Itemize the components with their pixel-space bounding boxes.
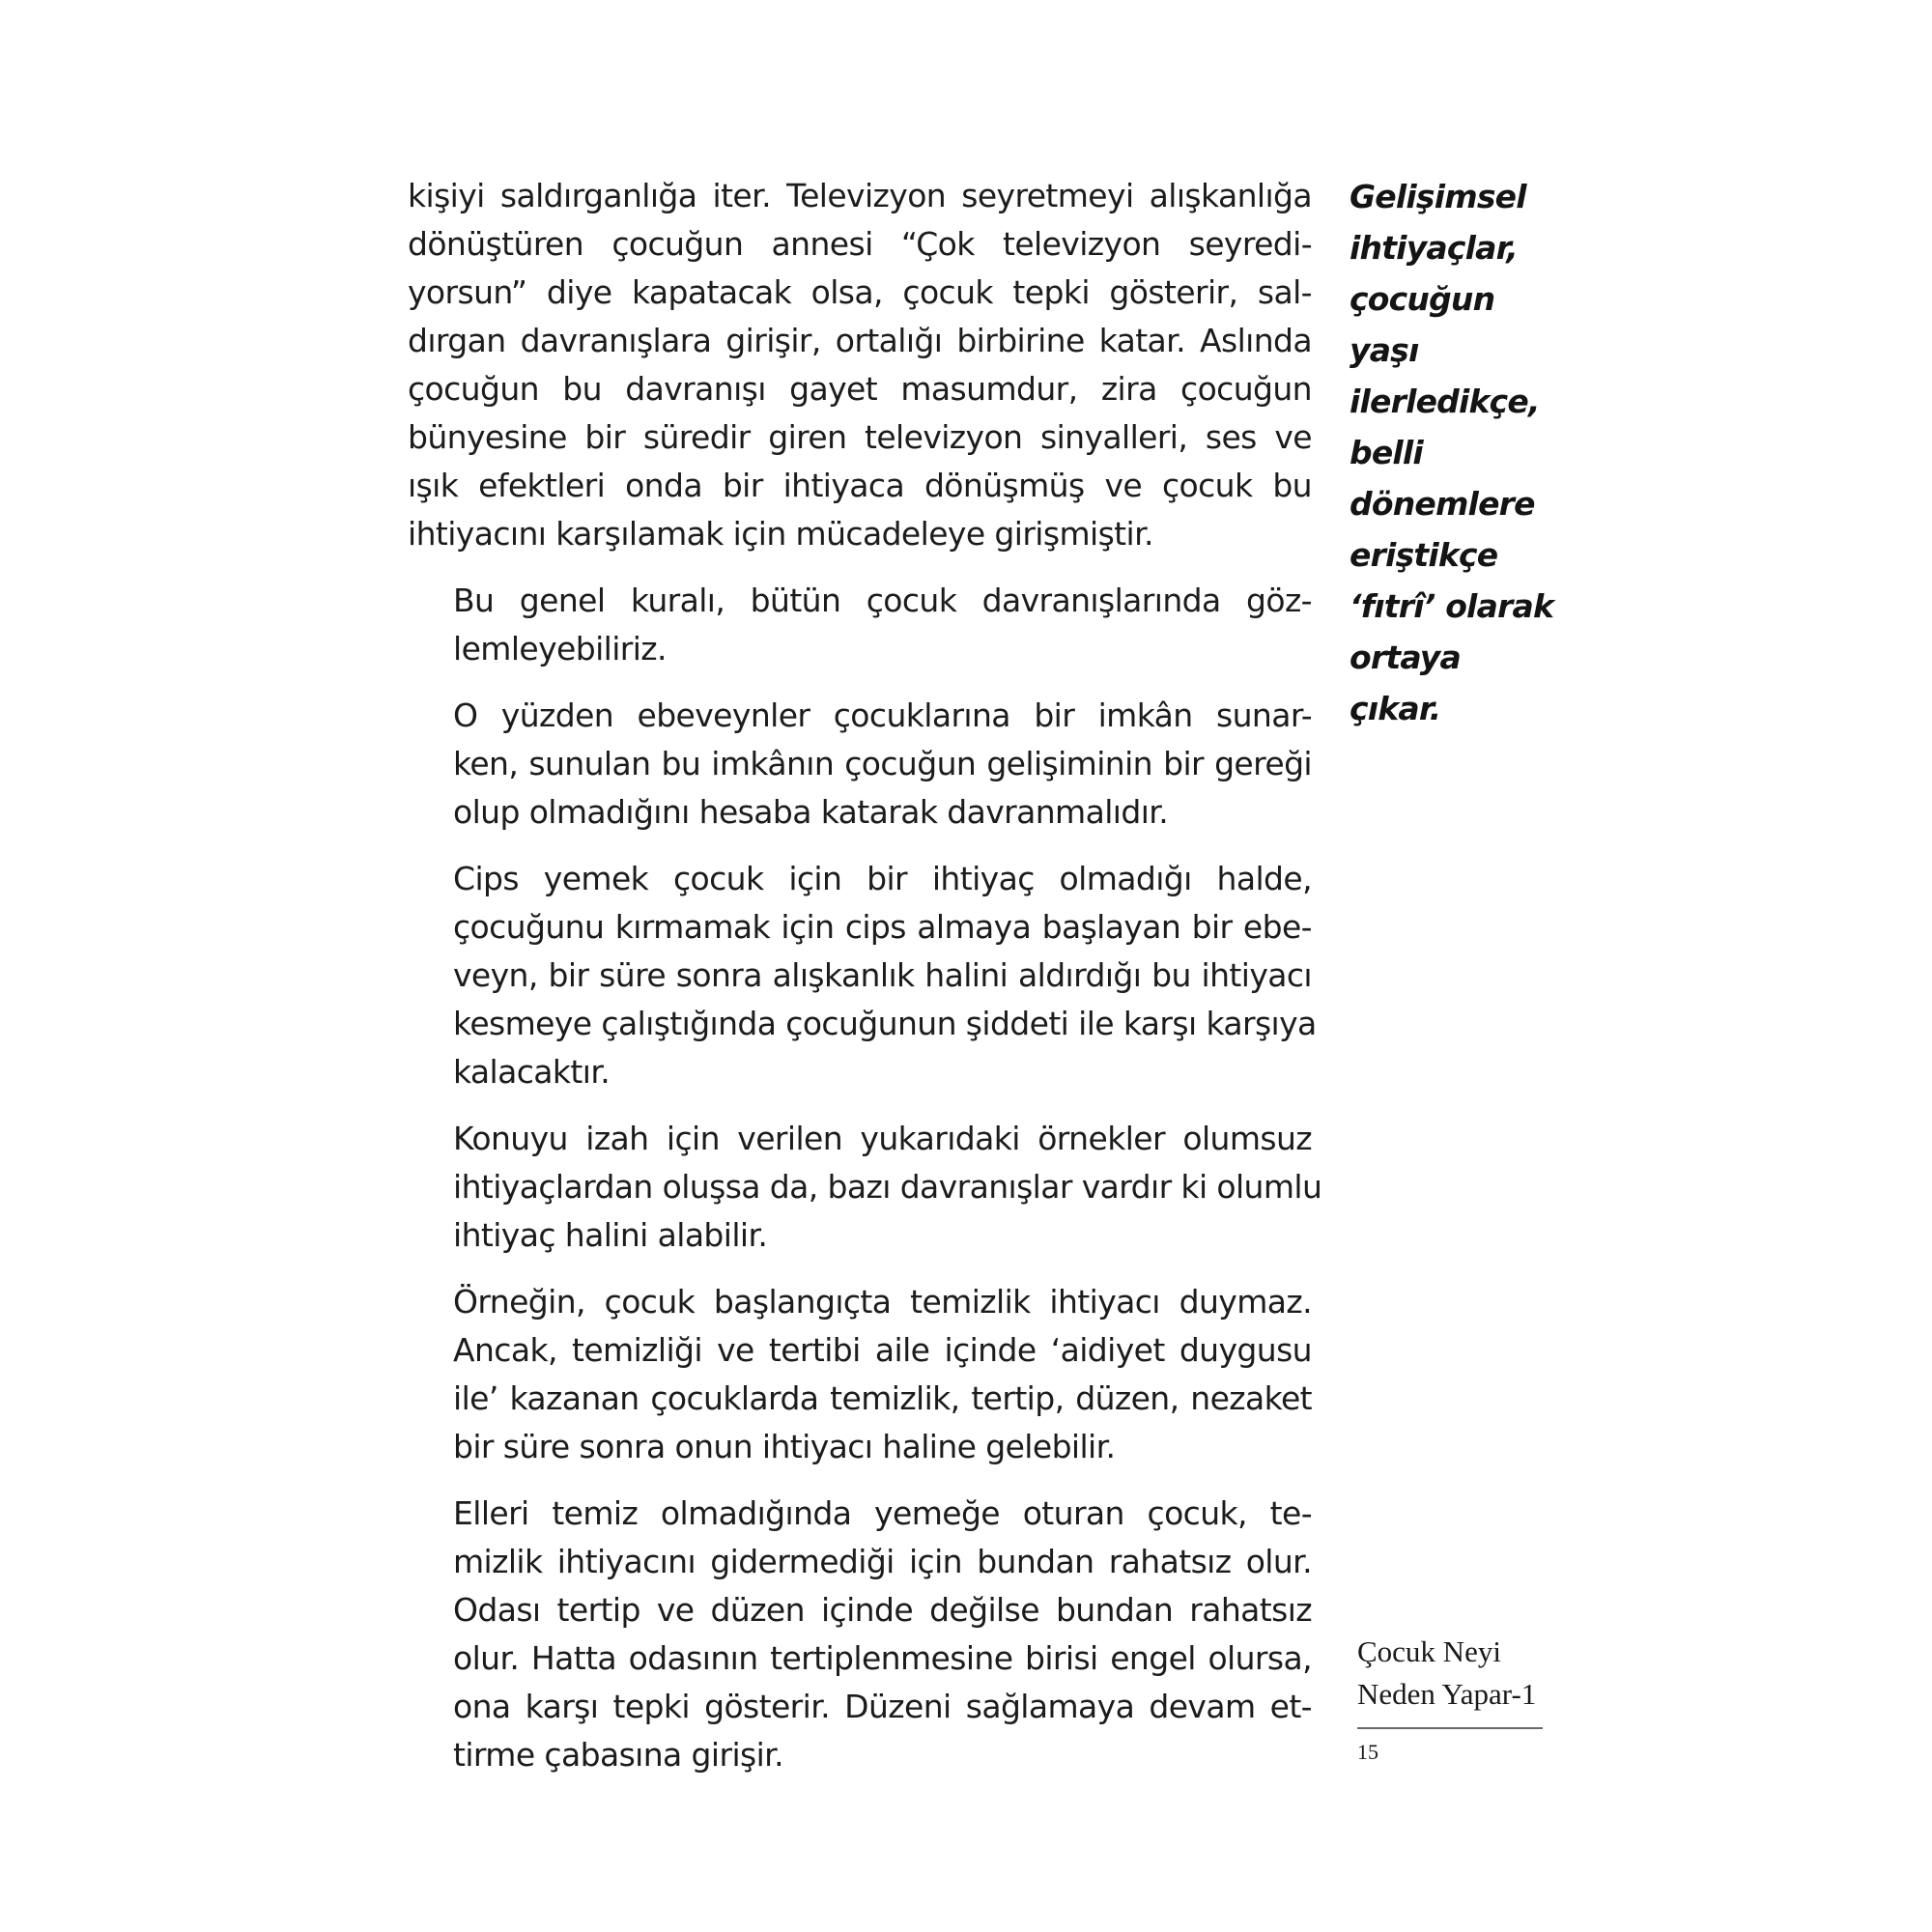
quote-line: belli (1350, 434, 1423, 471)
text-line: veyn, bir süre sonra alışkanlık halini aldırdığı bu ihtiyacı (453, 956, 1312, 994)
sidebar-pull-quote (1350, 171, 1572, 734)
text-line: olur. Hatta odasının tertiplenmesine birisi engel olursa, (453, 1639, 1312, 1677)
text-line: Cips yemek çocuk için bir ihtiyaç olmadığı halde, (453, 860, 1312, 897)
text-line: çocuğunu kırmamak için cips almaya başlayan bir ebe- (453, 908, 1312, 946)
text-line: ihtiyaçlardan oluşsa da, bazı davranışlar vardır ki olumlu (453, 1168, 1322, 1206)
quote-line: çıkar. (1350, 690, 1441, 727)
text-line: ile’ kazanan çocuklarda temizlik, tertip, düzen, nezaket (453, 1379, 1312, 1417)
text-line: mizlik ihtiyacını gidermediği için bundan rahatsız olur. (453, 1543, 1312, 1580)
book-title-line-1: Çocuk Neyi (1357, 1634, 1501, 1668)
text-line: çocuğun bu davranışı gayet masumdur, zira çocuğun (408, 370, 1312, 408)
quote-line: ‘fıtrî’ olarak (1350, 587, 1554, 625)
text-line: Bu genel kuralı, bütün çocuk davranışlarında göz- (453, 582, 1312, 619)
paragraph (408, 1490, 1312, 1779)
text-line: kişiyi saldırganlığa iter. Televizyon seyretmeyi alışkanlığa (408, 177, 1312, 214)
text-line: lemleyebiliriz. (453, 630, 667, 668)
footer-divider (1357, 1727, 1543, 1729)
quote-line: Gelişimsel (1350, 178, 1526, 215)
text-line: Örneğin, çocuk başlangıçta temizlik ihtiyacı duymaz. (453, 1283, 1312, 1321)
quote-line: ortaya (1350, 639, 1461, 676)
paragraph (408, 577, 1312, 673)
text-line: bir süre sonra onun ihtiyacı haline gelebilir. (453, 1428, 1116, 1465)
quote-line: eriştikçe (1350, 536, 1498, 574)
body-text (408, 172, 1322, 1798)
paragraph (408, 1278, 1312, 1471)
text-line: dönüştüren çocuğun annesi “Çok televizyon seyredi- (408, 225, 1312, 263)
page-number: 15 (1357, 1740, 1378, 1764)
text-line: ihtiyacını karşılamak için mücadeleye girişmiştir. (408, 515, 1153, 553)
text-line: kalacaktır. (453, 1053, 611, 1091)
text-line: Ancak, temizliği ve tertibi aile içinde ‘aidiyet duygusu (453, 1331, 1312, 1369)
text-line: ken, sunulan bu imkânın çocuğun gelişiminin bir gereği (453, 745, 1312, 782)
text-line: yorsun” diye kapatacak olsa, çocuk tepki gösterir, sal- (408, 273, 1312, 311)
paragraph (408, 855, 1317, 1096)
text-line: Elleri temiz olmadığında yemeğe oturan çocuk, te- (453, 1494, 1312, 1532)
text-line: O yüzden ebeveynler çocuklarına bir imkân sunar- (453, 696, 1312, 734)
book-title-line-2: Neden Yapar-1 (1357, 1677, 1537, 1711)
paragraph (408, 692, 1312, 837)
text-line: kesmeye çalıştığında çocuğunun şiddeti ile karşı karşıya (453, 1005, 1317, 1042)
quote-line: yaşı (1350, 331, 1419, 369)
text-line: olup olmadığını hesaba katarak davranmalıdır. (453, 793, 1169, 831)
text-line: ihtiyaç halini alabilir. (453, 1216, 768, 1254)
text-line: Konuyu izah için verilen yukarıdaki örnekler olumsuz (453, 1120, 1312, 1157)
text-line: Odası tertip ve düzen içinde değilse bundan rahatsız (453, 1591, 1312, 1629)
text-line: ışık efektleri onda bir ihtiyaca dönüşmüş ve çocuk bu (408, 467, 1312, 504)
quote-line: çocuğun (1350, 280, 1495, 318)
quote-line: dönemlere (1350, 485, 1535, 523)
page-footer (1357, 1631, 1570, 1766)
text-line: ona karşı tepki gösterir. Düzeni sağlamaya devam et- (453, 1688, 1312, 1725)
text-line: bünyesine bir süredir giren televizyon sinyalleri, ses ve (408, 418, 1312, 456)
quote-line: ihtiyaçlar, (1350, 229, 1518, 267)
paragraph (408, 172, 1312, 558)
text-line: dırgan davranışlara girişir, ortalığı birbirine katar. Aslında (408, 322, 1312, 359)
quote-line: ilerledikçe, (1350, 383, 1540, 420)
text-line: tirme çabasına girişir. (453, 1736, 783, 1774)
paragraph (408, 1115, 1322, 1260)
